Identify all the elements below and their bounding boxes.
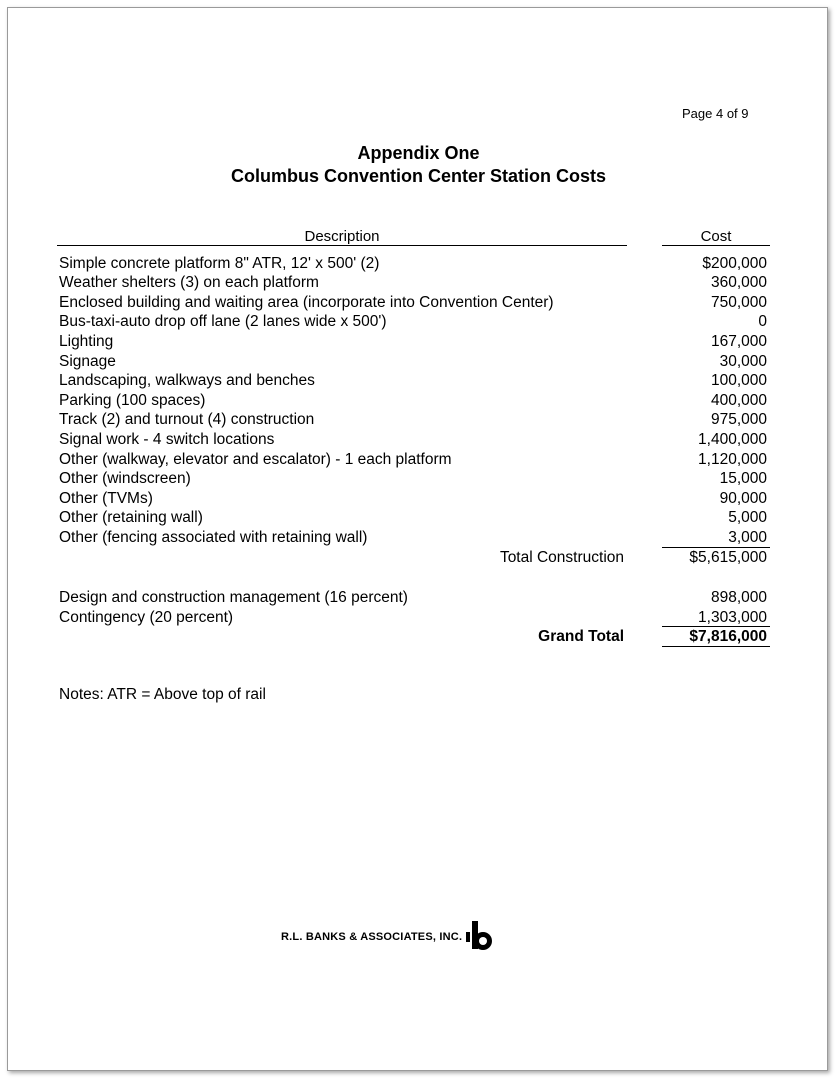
table-row [0,508,837,528]
item-cost: 167,000 [710,332,767,350]
item-description: Signage [59,352,116,370]
item-description: Landscaping, walkways and benches [59,372,315,390]
item-description: Other (fencing associated with retaining wall) [59,528,368,546]
footer-logo [281,920,496,954]
item-cost: 90,000 [719,489,767,507]
item-description: Weather shelters (3) on each platform [59,274,319,292]
table-row [0,450,837,470]
table-row [0,469,837,489]
item-cost: $200,000 [702,254,767,272]
item-description: Other (windscreen) [59,470,191,488]
footer-company-name: R.L. BANKS & ASSOCIATES, INC. [281,931,463,943]
cost-header: Cost [662,228,770,246]
item-description: Track (2) and turnout (4) construction [59,411,315,429]
total-construction-row [0,548,837,568]
table-row [0,332,837,352]
item-description: Bus-taxi-auto drop off lane (2 lanes wide x 500') [59,313,387,331]
item-description: Enclosed building and waiting area (incorporate into Convention Center) [59,293,554,311]
item-description: Other (retaining wall) [59,509,203,527]
table-row [0,293,837,313]
extra-cost: 1,303,000 [698,608,767,626]
item-cost: 0 [758,313,767,331]
item-cost: 5,000 [728,509,767,527]
grand-total-underline [662,646,770,647]
item-cost: 1,400,000 [698,430,767,448]
extra-description: Design and construction management (16 percent) [59,589,408,606]
page-title: Appendix One [357,143,480,163]
total-construction-label: Total Construction [499,549,624,566]
table-row [0,430,837,450]
grand-total-row [0,627,837,647]
item-description: Signal work - 4 switch locations [59,430,275,448]
item-cost: 975,000 [710,411,767,429]
item-cost: 750,000 [710,293,767,311]
page-subtitle: Columbus Convention Center Station Costs [230,166,606,186]
extra-description: Contingency (20 percent) [59,608,234,626]
item-description: Other (TVMs) [59,489,153,507]
item-cost: 400,000 [710,391,767,409]
page-number: Page 4 of 9 [682,106,749,121]
table-row [0,608,837,628]
item-description: Other (walkway, elevator and escalator) - 1 each platform [59,450,452,468]
table-row [0,489,837,509]
grand-total-cost: $7,816,000 [689,628,767,645]
table-row [0,528,837,548]
item-cost: 100,000 [710,372,767,390]
item-description: Parking (100 spaces) [59,391,206,409]
table-row [0,410,837,430]
item-description: Simple concrete platform 8" ATR, 12' x 500' (2) [59,254,380,272]
table-row [0,254,837,274]
notes: Notes: ATR = Above top of rail [59,686,266,703]
company-logo-icon [466,920,496,954]
table-row [0,371,837,391]
table-row [0,391,837,411]
total-construction-cost: $5,615,000 [689,549,767,566]
item-cost: 30,000 [719,352,767,370]
extra-cost: 898,000 [710,589,767,606]
description-header: Description [57,228,627,246]
item-cost: 1,120,000 [698,450,767,468]
table-row [0,273,837,293]
item-cost: 360,000 [710,274,767,292]
grand-total-label: Grand Total [538,628,624,645]
table-row [0,352,837,372]
table-row [0,312,837,332]
item-cost: 15,000 [719,470,767,488]
item-description: Lighting [59,332,114,350]
table-row [0,588,837,608]
item-cost: 3,000 [728,528,767,546]
